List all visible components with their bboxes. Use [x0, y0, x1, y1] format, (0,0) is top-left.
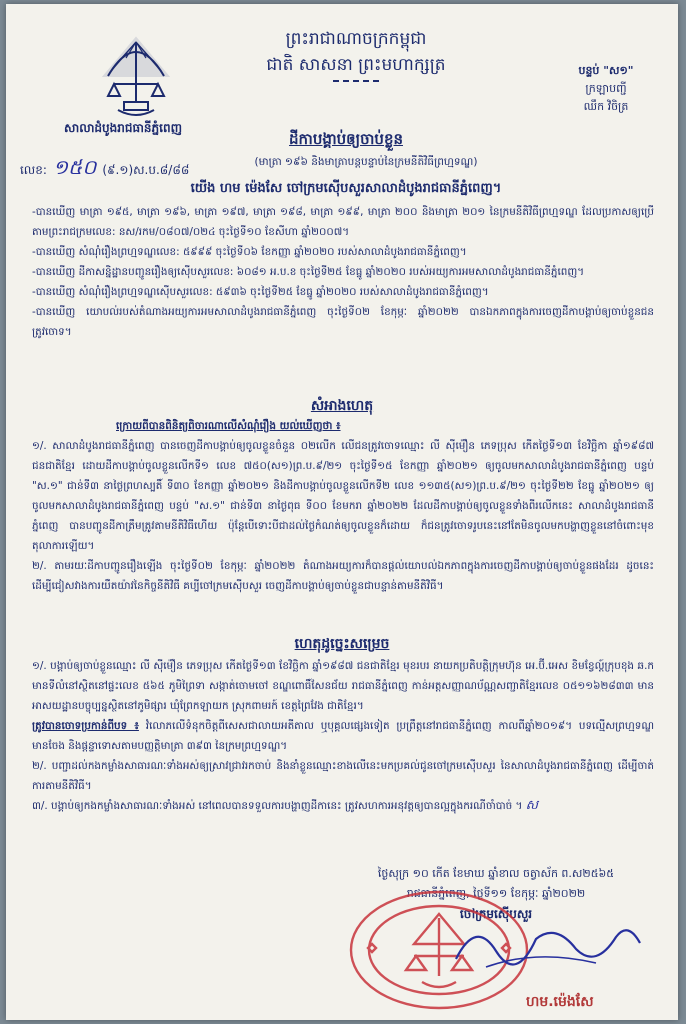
- header-divider: [333, 80, 379, 82]
- form-code-line2: ក្រឡាបញ្ជី: [585, 82, 627, 95]
- document-title: ដីកាបង្គាប់ឲ្យចាប់ខ្លួន: [289, 130, 403, 148]
- charge-label: ត្រូវបានចោទប្រកាន់ពីបទ ៖: [32, 720, 139, 732]
- kingdom-motto: ជាតិ សាសនា ព្រះមហាក្សត្រ: [266, 55, 446, 75]
- decision-heading: ហេតុដូច្នេះសម្រេច: [294, 636, 390, 652]
- judge-statement: យើង ហម ម៉េងសែ ចៅក្រមស៊ើបសួរសាលាដំបូងរាជធានីភ្នំពេញ។: [190, 181, 502, 196]
- reason-paragraph: ២/. តាមរយៈដីកាបញ្ជូនរឿងឡើង ចុះថ្ងៃទី០២ ខែកុម្ភៈ ឆ្នាំ២០២២ តំណាងអយ្យការក៏បានផ្តល់យោបល់ឯកភាពក្នុងការចេញដីកាបង្គាប់ឲ្យចាប់ខ្លួនផងដែរ ដូចនេះដើម្បីជៀសវាងការយឺតយ៉ាវនៃកិច្ចនីតិវិធី គប្បីចៅក្រមស៊ើបសួរ ចេញដីកាបង្គាប់ឲ្យចាប់ខ្លួនជាបន្ទាន់តាមនីតិវិធី។: [32, 560, 654, 592]
- decision-item: ១/. បង្គាប់ឲ្យចាប់ខ្លួនឈ្មោះ លី ស៊ីម៉ឿន ភេទប្រុស កើតថ្ងៃទី១៣ ខែវិច្ឆិកា ឆ្នាំ១៩៨៧ ជនជាតិខ្មែរ មុខរបរ នាយកប្រតិបត្តិក្រុមហ៊ុន អេ.ប៊ី.អេស ខិមខ្វែល្ត៍ក្រុបខុង ឆ.ក មានទីលំនៅស្ថិតនៅផ្ទះលេខ ៥៦៥ ភូមិព្រៃទា សង្កាត់ចោមចៅ ខណ្ឌពោធិ៍សែនជ័យ រាជធានីភ្នំពេញ កាន់អត្តសញ្ញាណប័ណ្ណសញ្ជាតិខ្មែរលេខ ០៥១១៦២៨៣៣ មានអាសយដ្ឋានបច្ចុប្បន្នស្ថិតនៅភូមិផ្សារ ឃុំព្រែកឡាយក ស្រុកពាមរក៍ ខេត្តព្រៃវែង ជាតិខ្មែរ។: [32, 660, 654, 712]
- reason-paragraph: ១/. សាលាដំបូងរាជធានីភ្នំពេញ បានចេញដីកាបង្គាប់ឲ្យចូលខ្លួនចំនួន ០២លើក លើជនត្រូវចោទឈ្មោះ លី ស៊ីម៉ឿន ភេទប្រុស កើតថ្ងៃទី១៣ ខែវិច្ឆិកា ឆ្នាំ១៩៨៧ ជនជាតិខ្មែរ ដោយដីកាបង្គាប់ចូលខ្លួនលើកទី១ លេខ ៧៥០(ស១)ព្រ.ប.៩/២១ ចុះថ្ងៃទី១៥ ខែកញ្ញា ឆ្នាំ២០២១ ឲ្យចូលមកសាលាដំបូងរាជធានីភ្នំពេញ បន្ទប់ "ស.១" ជាន់ទី៣ នាថ្ងៃព្រហស្បតិ៍ ទី៣០ ខែកញ្ញា ឆ្នាំ២០២១ និងដីកាបង្គាប់ចូលខ្លួនលើកទី២ លេខ ១១៣៥(ស១)ព្រ.ប.៩/២១ ចុះថ្ងៃទី២២ ខែធ្នូ ឆ្នាំ២០២១ ឲ្យចូលមកសាលាដំបូងរាជធានីភ្នំពេញ បន្ទប់ "ស.១" ជាន់ទី៣ នាថ្ងៃពុធ ទី០០ ខែមករា ឆ្នាំ២០២២ ដែលដីកាបង្គាប់ឲ្យចូលខ្លួនទាំងពីរលើកនេះ សាលាដំបូងរាជធានីភ្នំពេញ បានបញ្ជូនដីកាត្រឹមត្រូវតាមនីតិវិធីហើយ ប៉ុន្តែបើទោះបីជាដល់ថ្ងៃកំណត់ឲ្យចូលខ្លួនក៏ដោយ ក៏ជនត្រូវចោទរូបនេះនៅតែមិនចូលមកបង្ហាញខ្លួននៅចំពោះមុខតុលាការឡើយ។: [32, 440, 654, 552]
- document-subtitle: (មាត្រា ១៩៦ និងមាត្រាបន្តបន្ទាប់នៃក្រមនីតិវិធីព្រហ្មទណ្ឌ): [254, 156, 478, 168]
- preamble-item: -បានឃើញ ដីកាសន្និដ្ឋានបញ្ជូនរឿងឲ្យស៊ើបសួរលេខ: ៦០៨១ អ.ប.ខ ចុះថ្ងៃទី២៥ ខែធ្នូ ឆ្នាំ២០២០ របស់អយ្យការអមសាលាដំបូងរាជធានីភ្នំពេញ។: [32, 266, 585, 278]
- reference-value: ១៥០: [52, 155, 97, 179]
- document-page: [6, 4, 678, 1020]
- preamble-item: -បានឃើញ យោបល់របស់តំណាងអយ្យការអមសាលាដំបូងរាជធានីភ្នំពេញ ចុះថ្ងៃទី០២ ខែកុម្ភៈ ឆ្នាំ២០២២ បានឯកភាពក្នុងការចេញដីកាបង្គាប់ឲ្យចាប់ខ្លួនជនត្រូវចោទ។: [32, 306, 654, 338]
- preamble-item: -បានឃើញ សំណុំរឿងព្រហ្មទណ្ឌស៊ើបសួរលេខ: ៥៩៣៦ ចុះថ្ងៃទី២៥ ខែធ្នូ ឆ្នាំ២០២០ របស់សាលាដំបូងរាជធានីភ្នំពេញ។: [32, 286, 489, 298]
- reasons-body: [32, 416, 654, 596]
- date-solar: រាជធានីភ្នំពេញ, ថ្ងៃទី១១ ខែកុម្ភៈ ឆ្នាំ២០២២: [406, 887, 586, 900]
- form-code: បន្ទប់ "ស១": [578, 64, 634, 77]
- kingdom-header: [196, 26, 516, 82]
- charge-text: វំលោភលើទំនុកចិត្តពីសេសជាលាយអតីតាល ឬបុគ្គលផ្សេងទៀត ប្រព្រឹត្តនៅរាជធានីភ្នំពេញ កាលពីឆ្នាំ២០១៩។ បទល្មើសព្រហ្មទណ្ឌមានចែង និងផ្តន្ទាទោសតាមបញ្ញត្តិមាត្រា ៣៩៣ នៃក្រមព្រហ្មទណ្ឌ។: [32, 720, 655, 752]
- reasons-subheading: ក្រោយពីបានពិនិត្យពិចារណាលើសំណុំរឿង យល់ឃើញថា ៖: [116, 420, 341, 432]
- decision-item: ២/. បញ្ជាដល់កងកម្លាំងសាធារណៈទាំងអស់ឲ្យស្រាវជ្រាវរកចាប់ និងនាំខ្លួនឈ្មោះខាងលើនេះមកប្រគល់ជូនចៅក្រមស៊ើបសួរ នៃសាលាដំបូងរាជធានីភ្នំពេញ ដើម្បីចាត់ការតាមនីតិវិធី។: [32, 760, 654, 792]
- reasons-heading: សំអាងហេតុ: [310, 398, 374, 414]
- preamble-item: -បានឃើញ មាត្រា ១៩៥, មាត្រា ១៩៦, មាត្រា ១៩៧, មាត្រា ១៩៨, មាត្រា ១៩៩, មាត្រា ២០០ និងមាត្រា ២០១ នៃក្រមនីតិវិធីព្រហ្មទណ្ឌ ដែលប្រកាសឲ្យប្រើតាមព្រះរាជក្រមលេខ: នស/រកម/០៨០៧/០២៤ ចុះថ្ងៃទី១០ ខែសីហា ឆ្នាំ២០០៧។: [32, 206, 654, 238]
- preamble-item: -បានឃើញ សំណុំរឿងព្រហ្មទណ្ឌលេខ: ៥៩៩៩ ចុះថ្ងៃទី០៦ ខែកញ្ញា ឆ្នាំ២០២០ របស់សាលាដំបូងរាជធានីភ្នំពេញ។: [32, 246, 467, 258]
- form-code-line3: ឈឹក វិចិត្រ: [583, 100, 629, 113]
- decision-item: ៣/. បង្គាប់ឲ្យកងកម្លាំងសាធារណៈទាំងអស់ នៅពេលបានទទួលការបង្ហាញដីកានេះ ត្រូវសហការអនុវត្តឲ្យបានល្អក្នុងករណីចាំបាច់ ។ ស: [32, 798, 539, 813]
- date-lunar: ថ្ងៃសុក្រ ១០ កើត ខែមាឃ ឆ្នាំខាល ចត្វាស័ក ព.ស២៥៦៥: [377, 867, 615, 880]
- decision-body: [32, 656, 654, 816]
- reference-suffix: (៩.១)ស.ប.៨/៨៨: [102, 163, 190, 177]
- court-emblem-icon: [94, 32, 178, 122]
- handwritten-mark: ស: [525, 798, 539, 813]
- signer-name: ហម.ម៉េងសែ: [526, 994, 594, 1010]
- kingdom-title: ព្រះរាជាណាចក្រកម្ពុជា: [285, 29, 427, 49]
- handwritten-signature-icon: [446, 909, 646, 979]
- reference-label: លេខ:: [20, 163, 47, 177]
- court-name: សាលាដំបូងរាជធានីភ្នំពេញ: [63, 121, 183, 135]
- signer-role: ចៅក្រមស៊ើបសួរ: [459, 907, 533, 921]
- decision-charge: [32, 716, 654, 756]
- form-code-box: [546, 62, 666, 116]
- preamble: [32, 202, 654, 342]
